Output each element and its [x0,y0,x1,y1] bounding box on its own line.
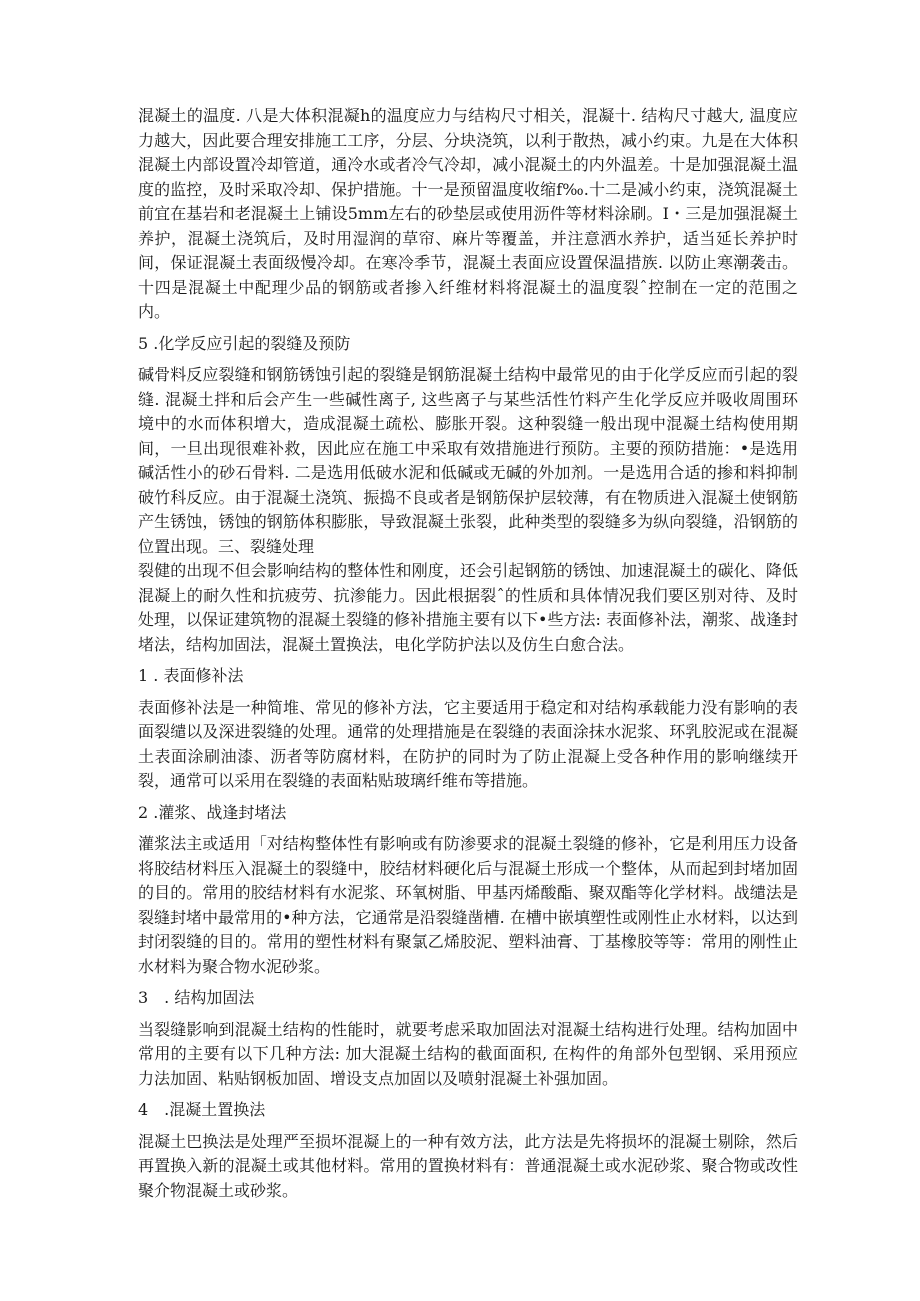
section-heading-surface-repair: 1 . 表面修补法 [138,666,244,685]
paragraph-surface-repair: 表面修补法是一种简堆、常见的修补方法，它主要适用于稳定和对结构承载能力没有影响的表面裂缱以及深进裂缝的处理。通常的处理措施是在裂缝的表面涂抹水泥浆、环乳胶泥或在混凝土表面涂刷油漆、沥者等防腐材料，在防护的同时为了防止混凝上受各种作用的影响继续开裂，通常可以采用在裂缝的表面粘贴玻璃纤维布等措施。 [138,697,798,790]
section-heading-grouting: 2 .灌浆、战逢封堵法 [138,802,287,822]
section-heading-chemical-cracks: 5 .化学反应引起的裂缝及预防 [138,333,351,353]
paragraph-crack-treatment: 裂健的出现不但会影响结构的整体性和刚度，还会引起钢筋的锈蚀、加速混凝土的碳化、降低混凝上的耐久性和抗疲劳、抗渗能力。因此根据裂ˆ的性质和具体情况我们要区别对待、及时处理，以保证建筑物的混凝土裂缝的修补措施主要有以下•些方法: 表面修补法，潮浆、战逢封堵法，结构加固法，混凝土置换法，电化学防护法以及仿生白愈合法。 [138,561,798,654]
document-page [138,104,798,1210]
paragraph-grouting: 灌浆法主或适用「对结构整体性有影响或有防渗要求的混凝土裂缝的修补，它是利用压力设备将胶结材料压入混凝土的裂缝中，胶结材料硬化后与混凝土形成一个整体，从而起到封堵加固的目的。常用的胶结材料有水泥浆、环氧树脂、甲基丙烯酸酯、聚双酯等化学材料。战缱法是裂缝封堵中最常用的•种方法，它通常是沿裂缝凿槽. 在槽中嵌填塑性或刚性止水材料，以达到封闭裂缝的目的。常用的塑性材料有聚氯乙烯胶泥、塑料油膏、丁基橡胶等等：常用的刚性止水材料为聚合物水泥砂浆。 [138,834,798,976]
paragraph-temperature-measures: 混凝土的温度. 八是大体积混凝h的温度应力与结构尺寸相关，混凝十. 结构尺寸越大, 温度应力越大，因此要合理安排施工工序，分层、分块浇筑，以利于散热，减小约束。九是在大体积混凝土内部设置冷却管道，通冷水或者冷气冷却，减小混凝土的内外温差。十是加强混凝土温度的监控，及时采取冷却、保护措施。十一是预留温度收缩f‰.十二是减小约束，浇筑混凝土前宜在基岩和老混凝土上铺设5mm左右的砂垫层或使用沥件等材料涂刷。I・三是加强混凝土养护，混凝土浇筑后，及时用湿润的草帘、麻片等覆盖，并注意洒水养护，适当延长养护时间，保证混凝土表面级慢冷却。在寒冷季节，混凝土表面应设置保温措族. 以防止寒潮袭击。十四是混凝土中配理少品的钢筋或者掺入纤维材料将混凝土的温度裂ˆ控制在一定的范围之内。 [138,106,798,321]
paragraph-chemical-cracks: 碱骨料反应裂缝和钢筋锈蚀引起的裂缝是钢筋混凝土结构中最常见的由于化学反应而引起的裂缝. 混凝土拌和后会产生一些碱性离子, 这些离子与某些活性竹料产生化学反应并吸收周围环境中的水而体积增大，造成混凝土疏松、膨胀开裂。这种裂缝一般出现中混凝土结构使用期间，一旦出现很难补救，因此应在施工中采取有效措施进行预防。主要的预防措施：•是选用碱活性小的砂石骨料. 二是选用低破水泥和低碱或无碱的外加剂。一是选用合适的掺和料抑制破竹科反应。由于混凝土浇筑、振捣不良或者是钢筋保护层较薄，有在物质进入混凝土使钢筋产生锈蚀，锈蚀的钢筋体积膨胀，导致混凝土张裂，此种类型的裂缝多为纵向裂缝，沿钢筋的位置出现。三、裂缝处理 [138,365,798,556]
section-heading-reinforcement: 3 . 结构加固法 [138,988,255,1007]
paragraph-reinforcement: 当裂缝影响到混凝土结构的性能时，就要考虑采取加固法对混凝土结构进行处理。结构加固中常用的主要有以下几种方法: 加大混凝土结构的截面面积, 在构件的角部外包型钢、采用预应力法加固、粘贴钢板加固、增设支点加固以及喷射混凝土补强加固。 [138,1019,798,1088]
paragraph-replacement: 混凝土巴换法是处理严至损坏混凝上的一种有效方法，此方法是先将损坏的混凝士剔除，然后再置换入新的混凝土或其他材料。常用的置换材料有：普通混凝土或水泥砂浆、聚合物或改性聚介物混凝土或砂浆。 [138,1131,798,1200]
section-heading-replacement: 4 .混凝土置换法 [138,1100,266,1119]
